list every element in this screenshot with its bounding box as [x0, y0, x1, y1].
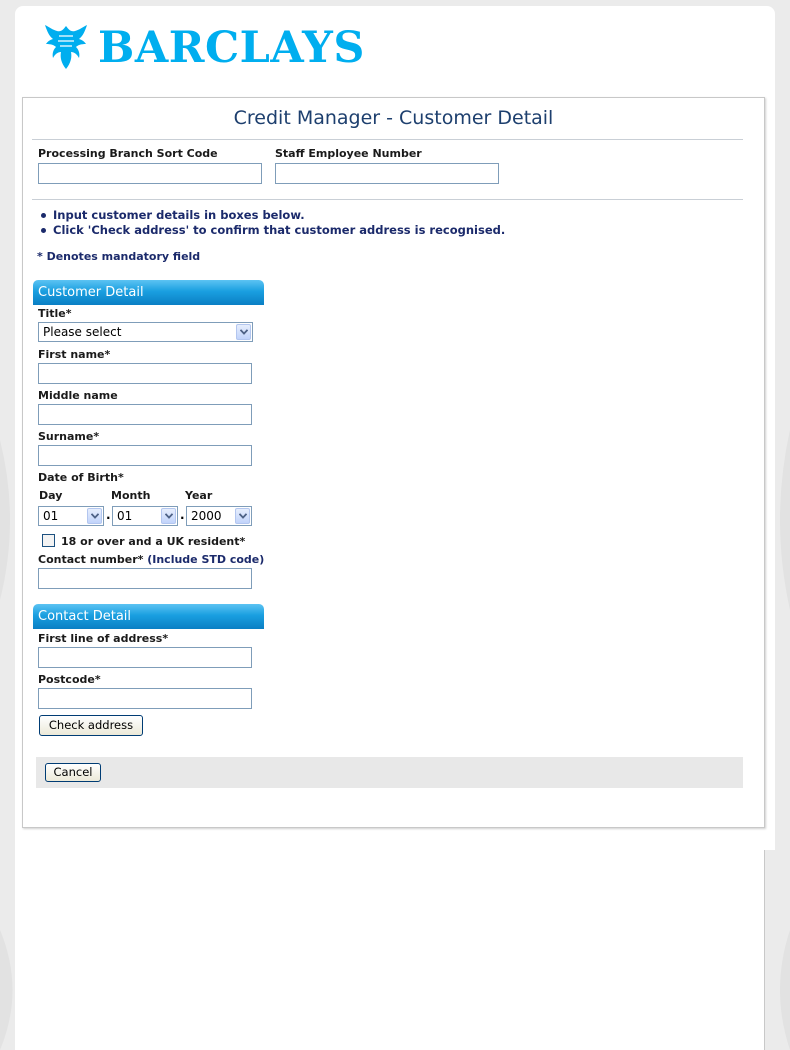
divider — [32, 199, 743, 200]
cancel-button[interactable]: Cancel — [45, 763, 101, 782]
postcode-input[interactable] — [38, 688, 252, 709]
dob-label: Date of Birth* — [38, 471, 124, 484]
dropdown-button[interactable] — [161, 508, 176, 524]
bullet-icon — [41, 228, 46, 233]
dob-year-value: 2000 — [191, 509, 222, 523]
dob-year-select[interactable] — [186, 506, 252, 526]
contact-number-hint: (Include STD code) — [147, 553, 265, 566]
check-address-button[interactable]: Check address — [39, 715, 143, 736]
surname-input[interactable] — [38, 445, 252, 466]
list-item — [37, 223, 505, 238]
instruction-list — [37, 208, 505, 238]
list-item — [37, 208, 505, 223]
sort-code-input[interactable] — [38, 163, 262, 184]
form-footer — [36, 757, 743, 788]
site-header — [15, 6, 775, 92]
dob-month-select[interactable] — [112, 506, 178, 526]
customer-detail-header: Customer Detail — [33, 280, 264, 305]
barclays-eagle-icon — [43, 22, 89, 72]
instruction-text: Click 'Check address' to confirm that customer address is recognised. — [53, 223, 506, 237]
dropdown-button[interactable] — [236, 324, 251, 340]
staff-number-input[interactable] — [275, 163, 499, 184]
uk-resident-label: 18 or over and a UK resident* — [61, 535, 246, 548]
surname-label: Surname* — [38, 430, 100, 443]
contact-number-label-text: Contact number* — [38, 553, 144, 566]
title-select[interactable] — [38, 322, 253, 342]
middle-name-label: Middle name — [38, 389, 118, 402]
contact-detail-header: Contact Detail — [33, 604, 264, 629]
address-line-label: First line of address* — [38, 632, 169, 645]
title-label: Title* — [38, 307, 72, 320]
brand-wordmark: BARCLAYS — [98, 23, 365, 73]
chevron-down-icon — [240, 329, 248, 335]
dob-day-select[interactable] — [38, 506, 104, 526]
dob-day-label: Day — [39, 489, 63, 502]
mandatory-note: * Denotes mandatory field — [37, 250, 201, 263]
title-select-value: Please select — [43, 325, 122, 339]
chevron-down-icon — [91, 513, 99, 519]
dob-day-value: 01 — [43, 509, 59, 523]
first-name-input[interactable] — [38, 363, 252, 384]
dropdown-button[interactable] — [235, 508, 250, 524]
page-title: Credit Manager - Customer Detail — [233, 107, 554, 129]
bullet-icon — [41, 213, 46, 218]
date-separator: . — [180, 508, 185, 522]
dob-month-label: Month — [111, 489, 151, 502]
chevron-down-icon — [239, 513, 247, 519]
uk-resident-checkbox[interactable] — [42, 534, 55, 547]
contact-number-label — [38, 553, 264, 566]
address-line-input[interactable] — [38, 647, 252, 668]
divider — [32, 139, 743, 140]
barclays-logo[interactable] — [43, 22, 365, 76]
chevron-down-icon — [165, 513, 173, 519]
staff-number-label: Staff Employee Number — [275, 147, 422, 160]
dob-month-value: 01 — [117, 509, 133, 523]
contact-number-input[interactable] — [38, 568, 252, 589]
date-separator: . — [106, 508, 111, 522]
first-name-label: First name* — [38, 348, 111, 361]
credit-manager-panel — [22, 97, 765, 828]
postcode-label: Postcode* — [38, 673, 101, 686]
dropdown-button[interactable] — [87, 508, 102, 524]
sort-code-label: Processing Branch Sort Code — [38, 147, 218, 160]
instruction-text: Input customer details in boxes below. — [53, 208, 305, 222]
middle-name-input[interactable] — [38, 404, 252, 425]
dob-year-label: Year — [185, 489, 213, 502]
